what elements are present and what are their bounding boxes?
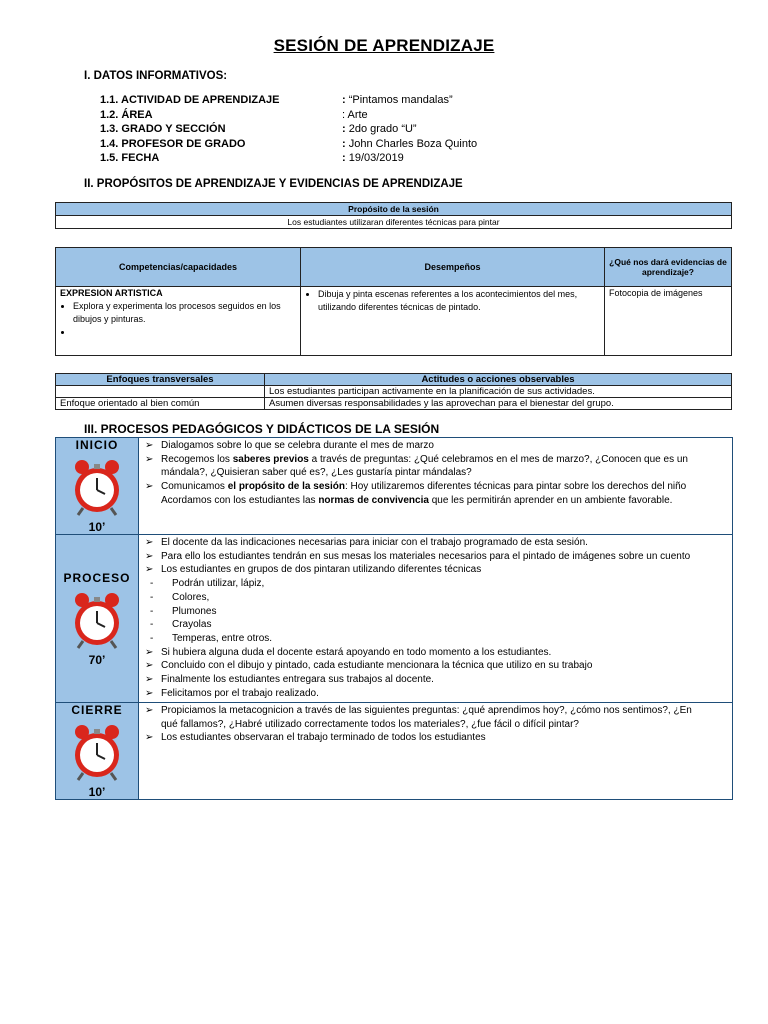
- phase-name: CIERRE: [71, 703, 123, 717]
- list-item: • Dibuja y pinta escenas referentes a los acontecimientos del mes, utilizando diferentes técnicas de pintado.: [318, 288, 600, 314]
- list-item: qué fallamos?, ¿Habré utilizado correctamente todos los materiales?, ¿fue fácil o difícil pintar?: [161, 718, 579, 730]
- section-procesos: III. PROCESOS PEDAGÓGICOS Y DIDÁCTICOS DE LA SESIÓN: [84, 422, 440, 436]
- list-item: ➢ El docente da las indicaciones necesarias para iniciar con el trabajo programado de esta sesión.: [145, 537, 588, 548]
- info-label: 1.3. GRADO Y SECCIÓN: [100, 123, 226, 135]
- phase-inicio: [56, 438, 139, 535]
- list-item: ➢ Comunicamos el propósito de la sesión: Hoy utilizaremos diferentes técnicas para pintar sobre los derechos del niño: [145, 481, 687, 493]
- actitudes-header: Actitudes o acciones observables: [265, 374, 732, 386]
- enfoque-cell: [56, 386, 265, 398]
- section-propositos: II. PROPÓSITOS DE APRENDIZAJE Y EVIDENCIAS DE APRENDIZAJE: [84, 178, 463, 190]
- phase-time: 70’: [88, 653, 106, 667]
- evidencias-header: ¿Qué nos dará evidencias de aprendizaje?: [605, 248, 732, 287]
- proceso-steps: [139, 535, 733, 703]
- enfoque-cell: Enfoque orientado al bien común: [56, 398, 265, 410]
- info-value: : Arte: [342, 108, 368, 121]
- competencia-cell: [56, 287, 301, 356]
- info-label: 1.1. ACTIVIDAD DE APRENDIZAJE: [100, 94, 280, 106]
- inicio-steps: [139, 438, 733, 535]
- enfoques-header: Enfoques transversales: [56, 374, 265, 386]
- info-value: : “Pintamos mandalas”: [342, 94, 453, 106]
- enfoques-table: [55, 373, 732, 410]
- phase-cierre: [56, 703, 139, 800]
- list-item: - Plumones: [150, 605, 217, 617]
- desempeno-list: [305, 288, 600, 314]
- purpose-text: Los estudiantes utilizaran diferentes técnicas para pintar: [56, 216, 732, 229]
- info-label: 1.4. PROFESOR DE GRADO: [100, 137, 246, 150]
- competencias-table: [55, 247, 732, 356]
- list-item: [73, 326, 296, 339]
- list-item: ➢ Propiciamos la metacognicion a través de las siguientes preguntas: ¿qué aprendimos hoy?, ¿cómo nos sentimos?, ¿En: [145, 705, 692, 716]
- list-item: ➢ Si hubiera alguna duda el docente estará apoyando en todo momento a los estudiantes.: [145, 646, 552, 658]
- phase-name: INICIO: [75, 438, 119, 452]
- list-item: ➢ Dialogamos sobre lo que se celebra durante el mes de marzo: [145, 440, 434, 451]
- purpose-table: [55, 202, 732, 229]
- actitud-cell: Asumen diversas responsabilidades y las aprovechan para el bienestar del grupo.: [265, 398, 732, 410]
- info-value: : 2do grado “U”: [342, 123, 417, 135]
- list-item: ➢ Recogemos los saberes previos a través de preguntas: ¿Qué celebramos en el mes de marzo?, ¿Conocen que es un: [145, 453, 688, 465]
- list-item: mándala?, ¿Quisieran saber qué es?, ¿Les gustaría pintar mándalas?: [161, 467, 472, 479]
- desempenos-header: Desempeños: [301, 248, 605, 287]
- actitud-cell: Los estudiantes participan activamente en la planificación de sus actividades.: [265, 386, 732, 398]
- info-label: 1.2. ÁREA: [100, 108, 153, 121]
- alarm-clock-icon: [71, 723, 123, 781]
- list-item: ➢ Concluido con el dibujo y pintado, cada estudiante mencionara la técnica que utilizo en su trabajo: [145, 660, 593, 672]
- info-label: 1.5. FECHA: [100, 152, 160, 164]
- info-value: : John Charles Boza Quinto: [342, 137, 478, 150]
- competencias-header: Competencias/capacidades: [56, 248, 301, 287]
- list-item: ➢ Finalmente los estudiantes entregara sus trabajos al docente.: [145, 674, 434, 686]
- list-item: - Temperas, entre otros.: [150, 632, 273, 644]
- page-title: SESIÓN DE APRENDIZAJE: [273, 36, 495, 55]
- phase-time: 10’: [88, 785, 106, 799]
- phase-time: 10’: [88, 520, 106, 534]
- info-value: : 19/03/2019: [342, 152, 404, 164]
- list-item: ➢ Para ello los estudiantes tendrán en sus mesas los materiales necesarios para el pintado de imágenes sobre un cuento: [145, 550, 691, 562]
- list-item: - Podrán utilizar, lápiz,: [150, 578, 265, 590]
- evidencia-cell: [605, 287, 732, 356]
- competencia-list: [60, 300, 296, 339]
- list-item: Acordamos con los estudiantes las normas de convivencia que les permitirán aprender en un ambiente favorable.: [161, 494, 673, 506]
- section-datos-informativos: I. DATOS INFORMATIVOS:: [84, 70, 228, 82]
- competencia-title: EXPRESION ARTISTICA: [60, 288, 163, 298]
- cierre-steps: [139, 703, 733, 800]
- list-item: ➢ Los estudiantes en grupos de dos pintaran utilizando diferentes técnicas: [145, 564, 482, 576]
- phase-name: PROCESO: [63, 571, 131, 585]
- alarm-clock-icon: [71, 458, 123, 516]
- alarm-clock-icon: [71, 591, 123, 649]
- list-item: ➢ Los estudiantes observaran el trabajo terminado de todos los estudiantes: [145, 732, 486, 744]
- phase-proceso: [56, 535, 139, 703]
- list-item: • Explora y experimenta los procesos seguidos en los dibujos y pinturas.: [73, 300, 296, 326]
- evidencia-text: Fotocopia de imágenes: [609, 288, 703, 298]
- list-item: - Colores,: [150, 591, 210, 603]
- procesos-table: [55, 437, 733, 800]
- desempeno-cell: [301, 287, 605, 356]
- purpose-header: Propósito de la sesión: [56, 203, 732, 216]
- list-item: - Crayolas: [150, 619, 212, 631]
- list-item: ➢ Felicitamos por el trabajo realizado.: [145, 687, 319, 699]
